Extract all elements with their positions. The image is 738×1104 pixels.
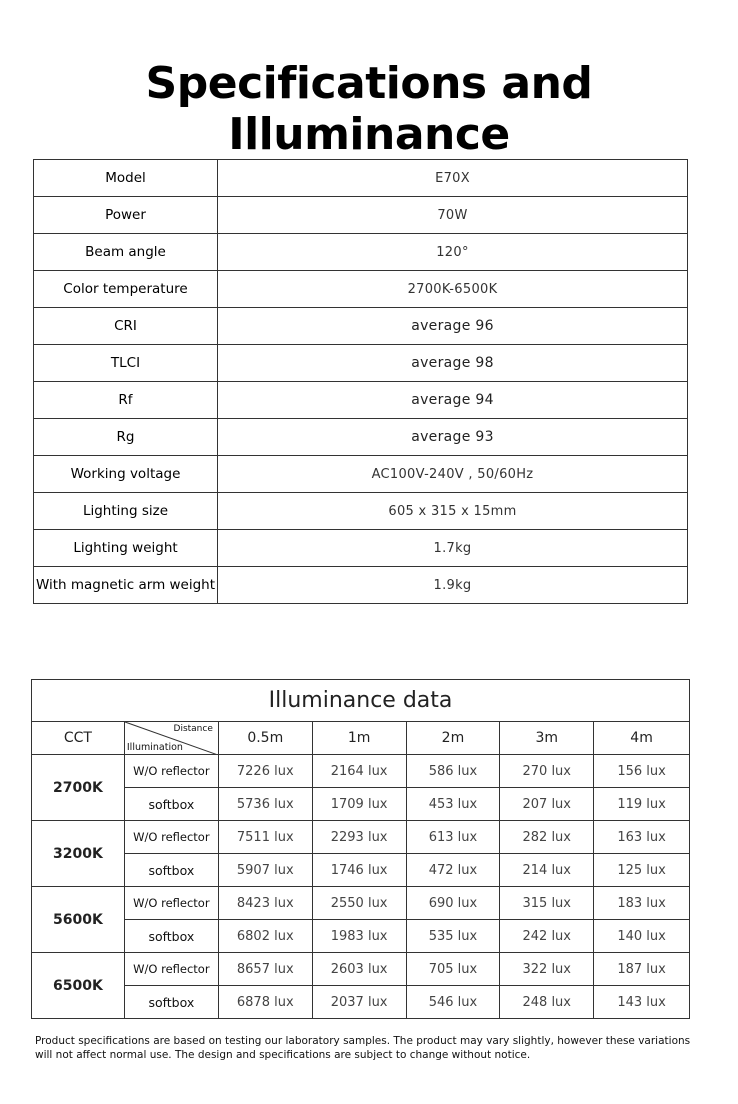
lux-value: 315 lux <box>500 887 594 920</box>
lux-value: 248 lux <box>500 986 594 1019</box>
lux-value: 7226 lux <box>218 755 312 788</box>
lux-value: 613 lux <box>406 821 500 854</box>
lux-value: 546 lux <box>406 986 500 1019</box>
lux-value: 1983 lux <box>312 920 406 953</box>
distance-header: 3m <box>500 722 594 755</box>
table-row <box>32 887 690 920</box>
lux-value: 187 lux <box>594 953 690 986</box>
specifications-table <box>33 159 688 604</box>
lux-value: 2293 lux <box>312 821 406 854</box>
spec-value: 1.9kg <box>218 567 688 604</box>
illuminance-table <box>31 679 690 1019</box>
lux-value: 8423 lux <box>218 887 312 920</box>
spec-row <box>34 271 688 308</box>
spec-value: 605 x 315 x 15mm <box>218 493 688 530</box>
spec-row <box>34 456 688 493</box>
spec-label: Model <box>34 160 218 197</box>
spec-value: average 98 <box>218 345 688 382</box>
lux-value: 322 lux <box>500 953 594 986</box>
lux-value: 140 lux <box>594 920 690 953</box>
spec-label: TLCI <box>34 345 218 382</box>
distance-header: 0.5m <box>218 722 312 755</box>
footnote: Product specifications are based on testing our laboratory samples. The product may vary slightly, however these variations will not affect normal use. The design and specifications are subject to change without notice. <box>35 1035 691 1061</box>
mode-label: softbox <box>124 920 218 953</box>
spec-row <box>34 308 688 345</box>
spec-value: 1.7kg <box>218 530 688 567</box>
spec-row <box>34 197 688 234</box>
lux-value: 586 lux <box>406 755 500 788</box>
lux-value: 535 lux <box>406 920 500 953</box>
spec-row <box>34 419 688 456</box>
table-row <box>32 986 690 1019</box>
lux-value: 6878 lux <box>218 986 312 1019</box>
distance-header: 4m <box>594 722 690 755</box>
lux-value: 270 lux <box>500 755 594 788</box>
mode-label: softbox <box>124 854 218 887</box>
lux-value: 183 lux <box>594 887 690 920</box>
mode-label: W/O reflector <box>124 821 218 854</box>
page-title: Specifications and Illuminance <box>145 58 593 160</box>
lux-value: 242 lux <box>500 920 594 953</box>
lux-value: 2037 lux <box>312 986 406 1019</box>
distance-illumination-header <box>124 722 218 755</box>
spec-row <box>34 530 688 567</box>
lux-value: 472 lux <box>406 854 500 887</box>
lux-value: 2164 lux <box>312 755 406 788</box>
lux-value: 282 lux <box>500 821 594 854</box>
lux-value: 143 lux <box>594 986 690 1019</box>
table-row <box>32 953 690 986</box>
distance-label: Distance <box>173 724 213 734</box>
spec-label: Color temperature <box>34 271 218 308</box>
lux-value: 705 lux <box>406 953 500 986</box>
table-row <box>32 788 690 821</box>
spec-row <box>34 567 688 604</box>
table-row <box>32 920 690 953</box>
lux-value: 2603 lux <box>312 953 406 986</box>
cct-value: 6500K <box>32 953 125 1019</box>
mode-label: W/O reflector <box>124 887 218 920</box>
spec-row <box>34 345 688 382</box>
spec-value: 70W <box>218 197 688 234</box>
lux-value: 8657 lux <box>218 953 312 986</box>
spec-label: Lighting size <box>34 493 218 530</box>
lux-value: 6802 lux <box>218 920 312 953</box>
cct-header: CCT <box>32 722 125 755</box>
spec-value: E70X <box>218 160 688 197</box>
lux-value: 453 lux <box>406 788 500 821</box>
spec-value: 2700K-6500K <box>218 271 688 308</box>
spec-label: With magnetic arm weight <box>34 567 218 604</box>
lux-value: 1746 lux <box>312 854 406 887</box>
spec-label: CRI <box>34 308 218 345</box>
distance-header: 2m <box>406 722 500 755</box>
lux-value: 5736 lux <box>218 788 312 821</box>
mode-label: softbox <box>124 986 218 1019</box>
cct-value: 3200K <box>32 821 125 887</box>
spec-row <box>34 160 688 197</box>
lux-value: 119 lux <box>594 788 690 821</box>
lux-value: 214 lux <box>500 854 594 887</box>
illumination-label: Illumination <box>126 742 183 753</box>
lux-value: 690 lux <box>406 887 500 920</box>
spec-label: Beam angle <box>34 234 218 271</box>
lux-value: 7511 lux <box>218 821 312 854</box>
spec-value: average 96 <box>218 308 688 345</box>
lux-value: 2550 lux <box>312 887 406 920</box>
illuminance-caption: Illuminance data <box>32 680 690 722</box>
spec-value: AC100V-240V , 50/60Hz <box>218 456 688 493</box>
table-row <box>32 821 690 854</box>
mode-label: W/O reflector <box>124 953 218 986</box>
spec-label: Rf <box>34 382 218 419</box>
table-row <box>32 854 690 887</box>
spec-row <box>34 234 688 271</box>
spec-value: average 94 <box>218 382 688 419</box>
lux-value: 1709 lux <box>312 788 406 821</box>
lux-value: 5907 lux <box>218 854 312 887</box>
cct-value: 2700K <box>32 755 125 821</box>
spec-value: 120° <box>218 234 688 271</box>
spec-value: average 93 <box>218 419 688 456</box>
distance-header: 1m <box>312 722 406 755</box>
lux-value: 156 lux <box>594 755 690 788</box>
mode-label: softbox <box>124 788 218 821</box>
spec-label: Working voltage <box>34 456 218 493</box>
spec-label: Lighting weight <box>34 530 218 567</box>
cct-value: 5600K <box>32 887 125 953</box>
spec-label: Power <box>34 197 218 234</box>
table-row <box>32 755 690 788</box>
spec-row <box>34 493 688 530</box>
lux-value: 125 lux <box>594 854 690 887</box>
spec-label: Rg <box>34 419 218 456</box>
lux-value: 163 lux <box>594 821 690 854</box>
spec-row <box>34 382 688 419</box>
lux-value: 207 lux <box>500 788 594 821</box>
mode-label: W/O reflector <box>124 755 218 788</box>
